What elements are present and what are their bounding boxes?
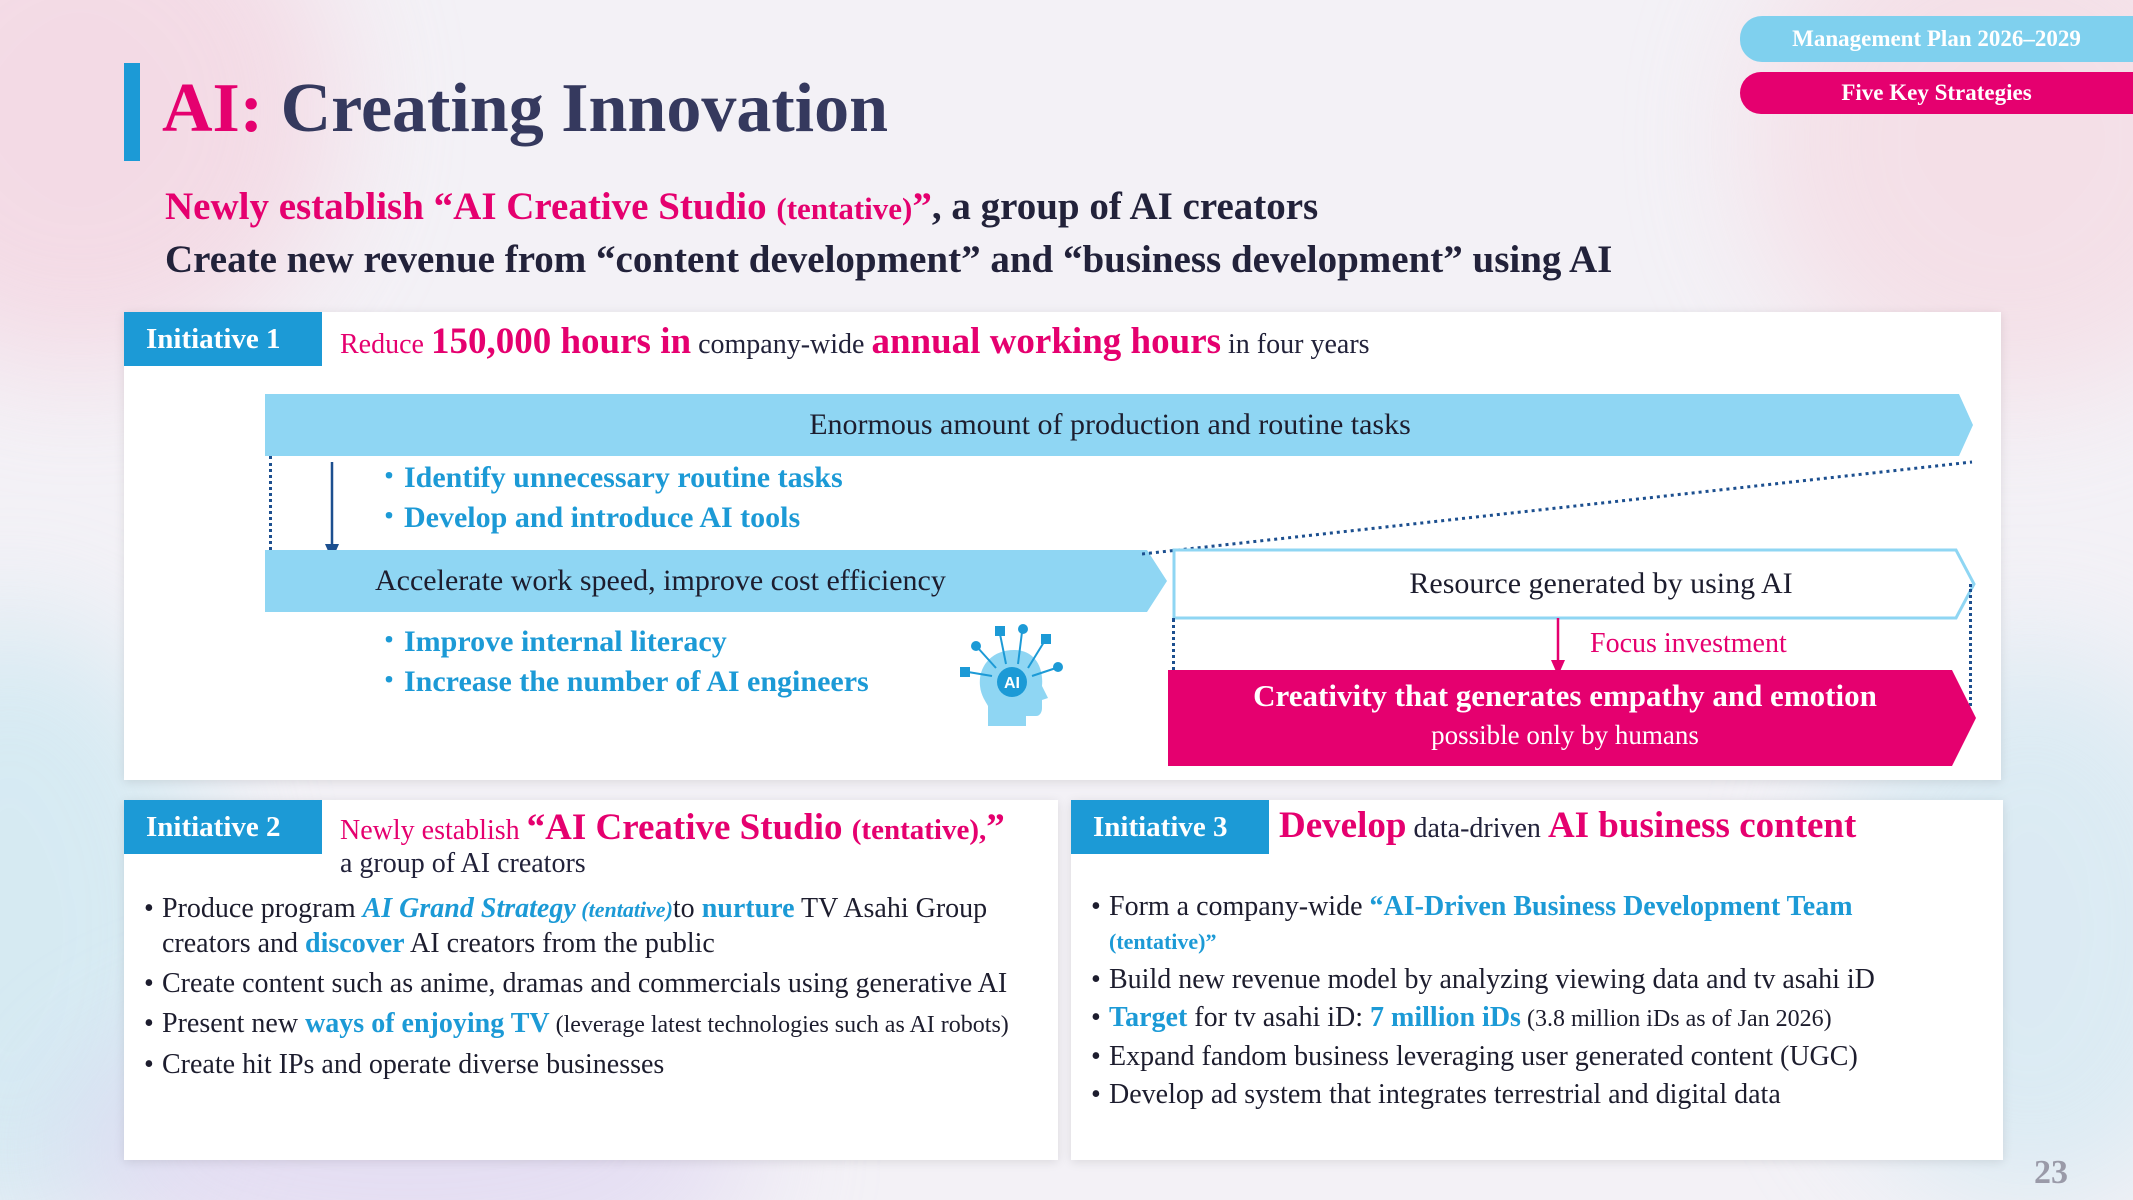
i2-b1-g: discover — [305, 928, 405, 959]
i3-b3-c: 7 million iDs — [1370, 1002, 1521, 1033]
i2-head-b: “AI Creative Studio — [526, 807, 852, 848]
subtitle-1a: Newly establish “AI Creative Studio — [165, 185, 777, 228]
subtitle-line-2: Create new revenue from “content development” and “business development” using AI — [165, 238, 1613, 281]
subtitle-line-1 — [165, 184, 1318, 229]
initiative-1-heading — [340, 320, 1370, 363]
initiative-2-panel — [124, 800, 1058, 1160]
step-item: ・ Develop and introduce AI tools — [374, 498, 843, 538]
i2-head-c: (tentative), — [851, 814, 987, 846]
initiative-2-tag: Initiative 2 — [124, 800, 322, 854]
i3-b1-b: “AI-Driven Business Development Team — [1369, 891, 1853, 922]
creativity-line-2: possible only by humans — [1431, 720, 1699, 750]
i2-b3-b: ways of enjoying TV — [305, 1008, 550, 1039]
initiative-2-heading-line-2: a group of AI creators — [340, 848, 586, 879]
list-item — [144, 892, 1024, 961]
step-item: ・ Improve internal literacy — [374, 622, 869, 662]
i3-head-c: AI business content — [1547, 805, 1857, 846]
i1-head-a: Reduce — [340, 329, 431, 360]
i2-b1-a: Produce program — [162, 893, 363, 924]
i2-b1-d: to — [672, 893, 702, 924]
i3-b1-a: Form a company-wide — [1109, 891, 1370, 922]
subtitle-1b: (tentative) — [776, 191, 913, 226]
i2-b1-h: AI creators from the public — [404, 928, 715, 959]
initiative-1-tag: Initiative 1 — [124, 312, 322, 366]
i2-b3-a: Present new — [162, 1008, 306, 1039]
title-accent-bar — [124, 63, 140, 161]
i3-b3-a: Target — [1109, 1002, 1188, 1033]
list-item — [144, 1007, 1024, 1042]
list-item — [1091, 1001, 1981, 1036]
initiative-2-heading — [340, 806, 1005, 849]
management-plan-badge: Management Plan 2026–2029 — [1740, 16, 2133, 62]
steps-bottom-list — [374, 622, 869, 702]
ai-head-icon — [956, 620, 1068, 732]
i3-head-a: Develop — [1279, 805, 1407, 846]
resource-label: Resource generated by using AI — [1304, 556, 1898, 612]
svg-text:AI: AI — [1004, 675, 1020, 692]
page-title — [162, 70, 889, 147]
initiative-3-panel — [1071, 800, 2003, 1160]
list-item: • Create content such as anime, dramas and commercials using generative AI — [144, 967, 1024, 1001]
initiative-3-heading — [1279, 804, 1856, 847]
i3-b3-d: (3.8 million iDs as of Jan 2026) — [1520, 1006, 1832, 1032]
title-ai: AI: — [162, 70, 264, 147]
i3-b1-c: (tentative)” — [1109, 929, 1217, 954]
i1-head-e: in four years — [1221, 329, 1370, 360]
i2-b1-b: AI Grand Strategy — [362, 893, 576, 924]
top-arrow-label: Enormous amount of production and routine tasks — [809, 408, 1411, 441]
down-arrow-icon — [322, 462, 342, 562]
title-rest: Creating Innovation — [263, 70, 889, 147]
i3-b3-b: for tv asahi iD: — [1187, 1002, 1371, 1033]
initiative-1-panel — [124, 312, 2001, 780]
step-item: ・ Increase the number of AI engineers — [374, 662, 869, 702]
initiative-3-bullets — [1091, 890, 1981, 1116]
focus-arrow-icon — [1548, 618, 1568, 678]
i2-b1-e: nurture — [701, 893, 795, 924]
list-item — [1091, 890, 1981, 959]
i2-head-a: Newly establish — [340, 815, 527, 846]
subtitle-1d: , a group of AI creators — [931, 185, 1319, 228]
mid-arrow-label: Accelerate work speed, improve cost efficiency — [375, 564, 946, 597]
page-number: 23 — [2034, 1154, 2068, 1191]
initiative-3-tag: Initiative 3 — [1071, 800, 1269, 854]
left-dotted-line — [269, 456, 272, 550]
focus-investment-label: Focus investment — [1590, 628, 1787, 659]
list-item: • Expand fandom business leveraging user generated content (UGC) — [1091, 1040, 1981, 1074]
step-item: ・ Identify unnecessary routine tasks — [374, 458, 843, 498]
i2-b3-c: (leverage latest technologies such as AI robots) — [549, 1012, 1009, 1038]
creativity-line-1: Creativity that generates empathy and emotion — [1253, 678, 1877, 713]
five-key-strategies-badge: Five Key Strategies — [1740, 72, 2133, 114]
i1-head-b: 150,000 hours in — [430, 321, 692, 362]
initiative-2-bullets — [144, 892, 1024, 1088]
i1-head-c: company-wide — [691, 329, 872, 360]
i1-head-d: annual working hours — [871, 321, 1222, 362]
list-item: • Build new revenue model by analyzing viewing data and tv asahi iD — [1091, 963, 1981, 997]
i2-b1-f: TV Asahi Group creators and — [162, 893, 988, 959]
list-item: • Create hit IPs and operate diverse businesses — [144, 1048, 1024, 1082]
i2-head-d: ” — [986, 807, 1005, 848]
i3-head-b: data-driven — [1406, 813, 1548, 844]
dotted-connector — [1142, 458, 1982, 558]
steps-top-list — [374, 458, 843, 538]
list-item: • Develop ad system that integrates terrestrial and digital data — [1091, 1078, 1981, 1112]
subtitle-1c: ” — [912, 185, 932, 228]
i2-b1-c: (tentative) — [575, 897, 673, 922]
